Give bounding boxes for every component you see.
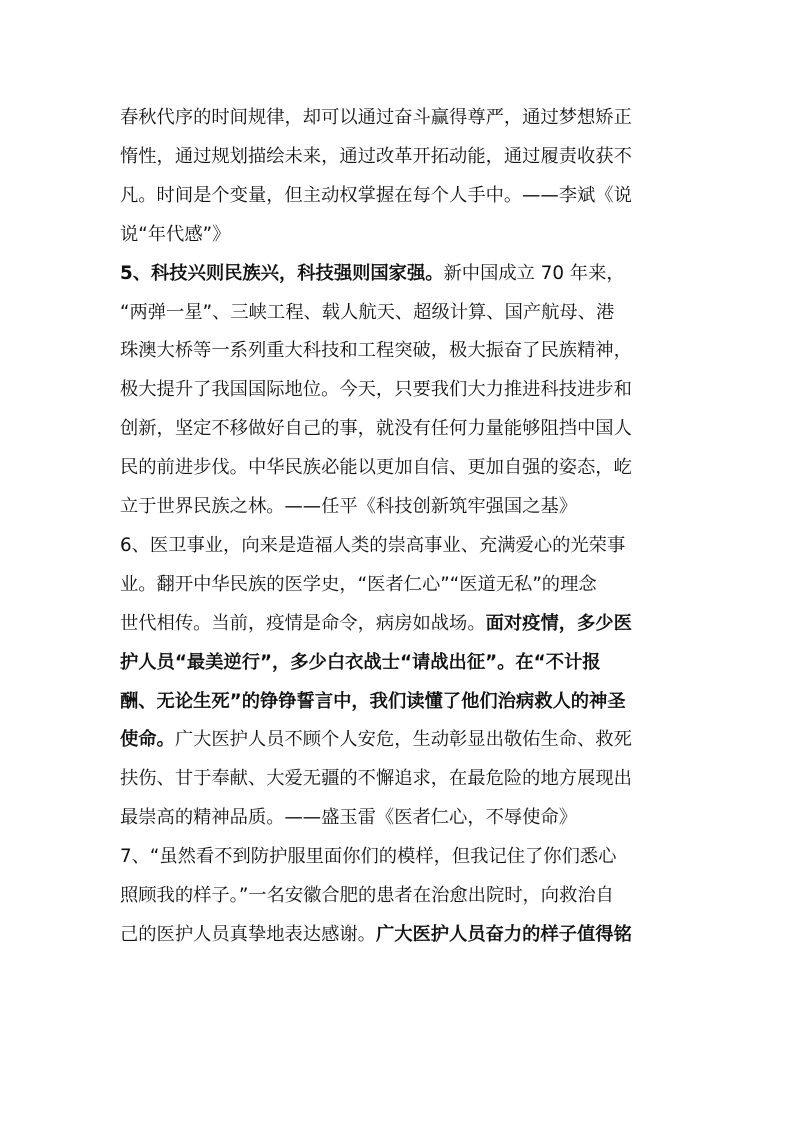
bold-text: 使命。 <box>120 729 175 751</box>
text-line <box>120 884 614 908</box>
body-text: 扶伤、甘于奉献、大爱无疆的不懈追求，在最危险的地方展现出 <box>120 768 632 790</box>
body-text: 珠澳大桥等一系列重大科技和工程突破，极大振奋了民族精神， <box>120 340 632 362</box>
text-line <box>120 378 632 402</box>
text-line <box>120 301 614 325</box>
body-text: 6、医卫事业，向来是造福人类的崇高事业、充满爱心的光荣事 <box>120 534 626 556</box>
body-text: 惰性，通过规划描绘未来，通过改革开拓动能，通过履责收获不 <box>120 145 632 167</box>
text-line <box>120 456 632 480</box>
text-line <box>120 612 632 636</box>
text-line <box>120 651 601 675</box>
text-line <box>120 923 632 947</box>
body-text: 极大提升了我国国际地位。今天，只要我们大力推进科技进步和 <box>120 379 632 401</box>
body-text: 世代相传。当前，疫情是命令，病房如战场。 <box>120 612 486 634</box>
text-line <box>120 806 577 830</box>
text-line <box>120 106 632 130</box>
text-line <box>120 690 626 714</box>
bold-text: 面对疫情，多少医 <box>485 612 632 634</box>
body-text: 业。翻开中华民族的医学史，“医者仁心”“医道无私”的理念 <box>120 573 597 595</box>
body-text: 说“年代感”》 <box>120 223 231 245</box>
text-line <box>120 573 597 597</box>
text-line <box>120 495 577 519</box>
body-text: 己的医护人员真挚地表达感谢。 <box>120 923 376 945</box>
text-line <box>120 728 632 752</box>
bold-text: 广大医护人员奋力的样子值得铭 <box>375 923 632 945</box>
body-text: 照顾我的样子。”一名安徽合肥的患者在治愈出院时，向救治自 <box>120 885 614 906</box>
body-text: 广大医护人员不顾个人安危，生动彰显出敬佑生命、救死 <box>174 729 632 751</box>
bold-text: 护人员“最美逆行”，多少白衣战士“请战出征”。在“不计报 <box>120 651 601 673</box>
bold-text: 5、科技兴则民族兴，科技强则国家强。 <box>120 262 444 284</box>
text-line <box>120 262 625 286</box>
text-line <box>120 223 230 247</box>
body-text: 新中国成立 70 年来， <box>443 262 625 284</box>
text-line <box>120 767 632 791</box>
body-text: 立于世界民族之林。——任平《科技创新筑牢强国之基》 <box>120 496 578 517</box>
body-text: 凡。时间是个变量，但主动权掌握在每个人手中。——李斌《说 <box>120 184 632 206</box>
body-text: “两弹一星”、三峡工程、载人航天、超级计算、国产航母、港 <box>120 301 615 323</box>
body-text: 春秋代序的时间规律，却可以通过奋斗赢得尊严，通过梦想矫正 <box>120 107 632 128</box>
bold-text: 酬、无论生死”的铮铮誓言中，我们读懂了他们治病救人的神圣 <box>120 690 626 712</box>
text-line <box>120 534 625 558</box>
text-line <box>120 339 632 363</box>
body-text: 最崇高的精神品质。——盛玉雷《医者仁心，不辱使命》 <box>120 807 578 829</box>
text-line <box>120 145 632 169</box>
text-line <box>120 845 616 869</box>
body-text: 7、“虽然看不到防护服里面你们的模样，但我记住了你们悉心 <box>120 846 617 868</box>
body-text: 创新，坚定不移做好自己的事，就没有任何力量能够阻挡中国人 <box>120 418 632 440</box>
text-line <box>120 184 632 208</box>
text-line <box>120 417 632 441</box>
body-text: 民的前进步伐。中华民族必能以更加自信、更加自强的姿态，屹 <box>120 457 632 479</box>
